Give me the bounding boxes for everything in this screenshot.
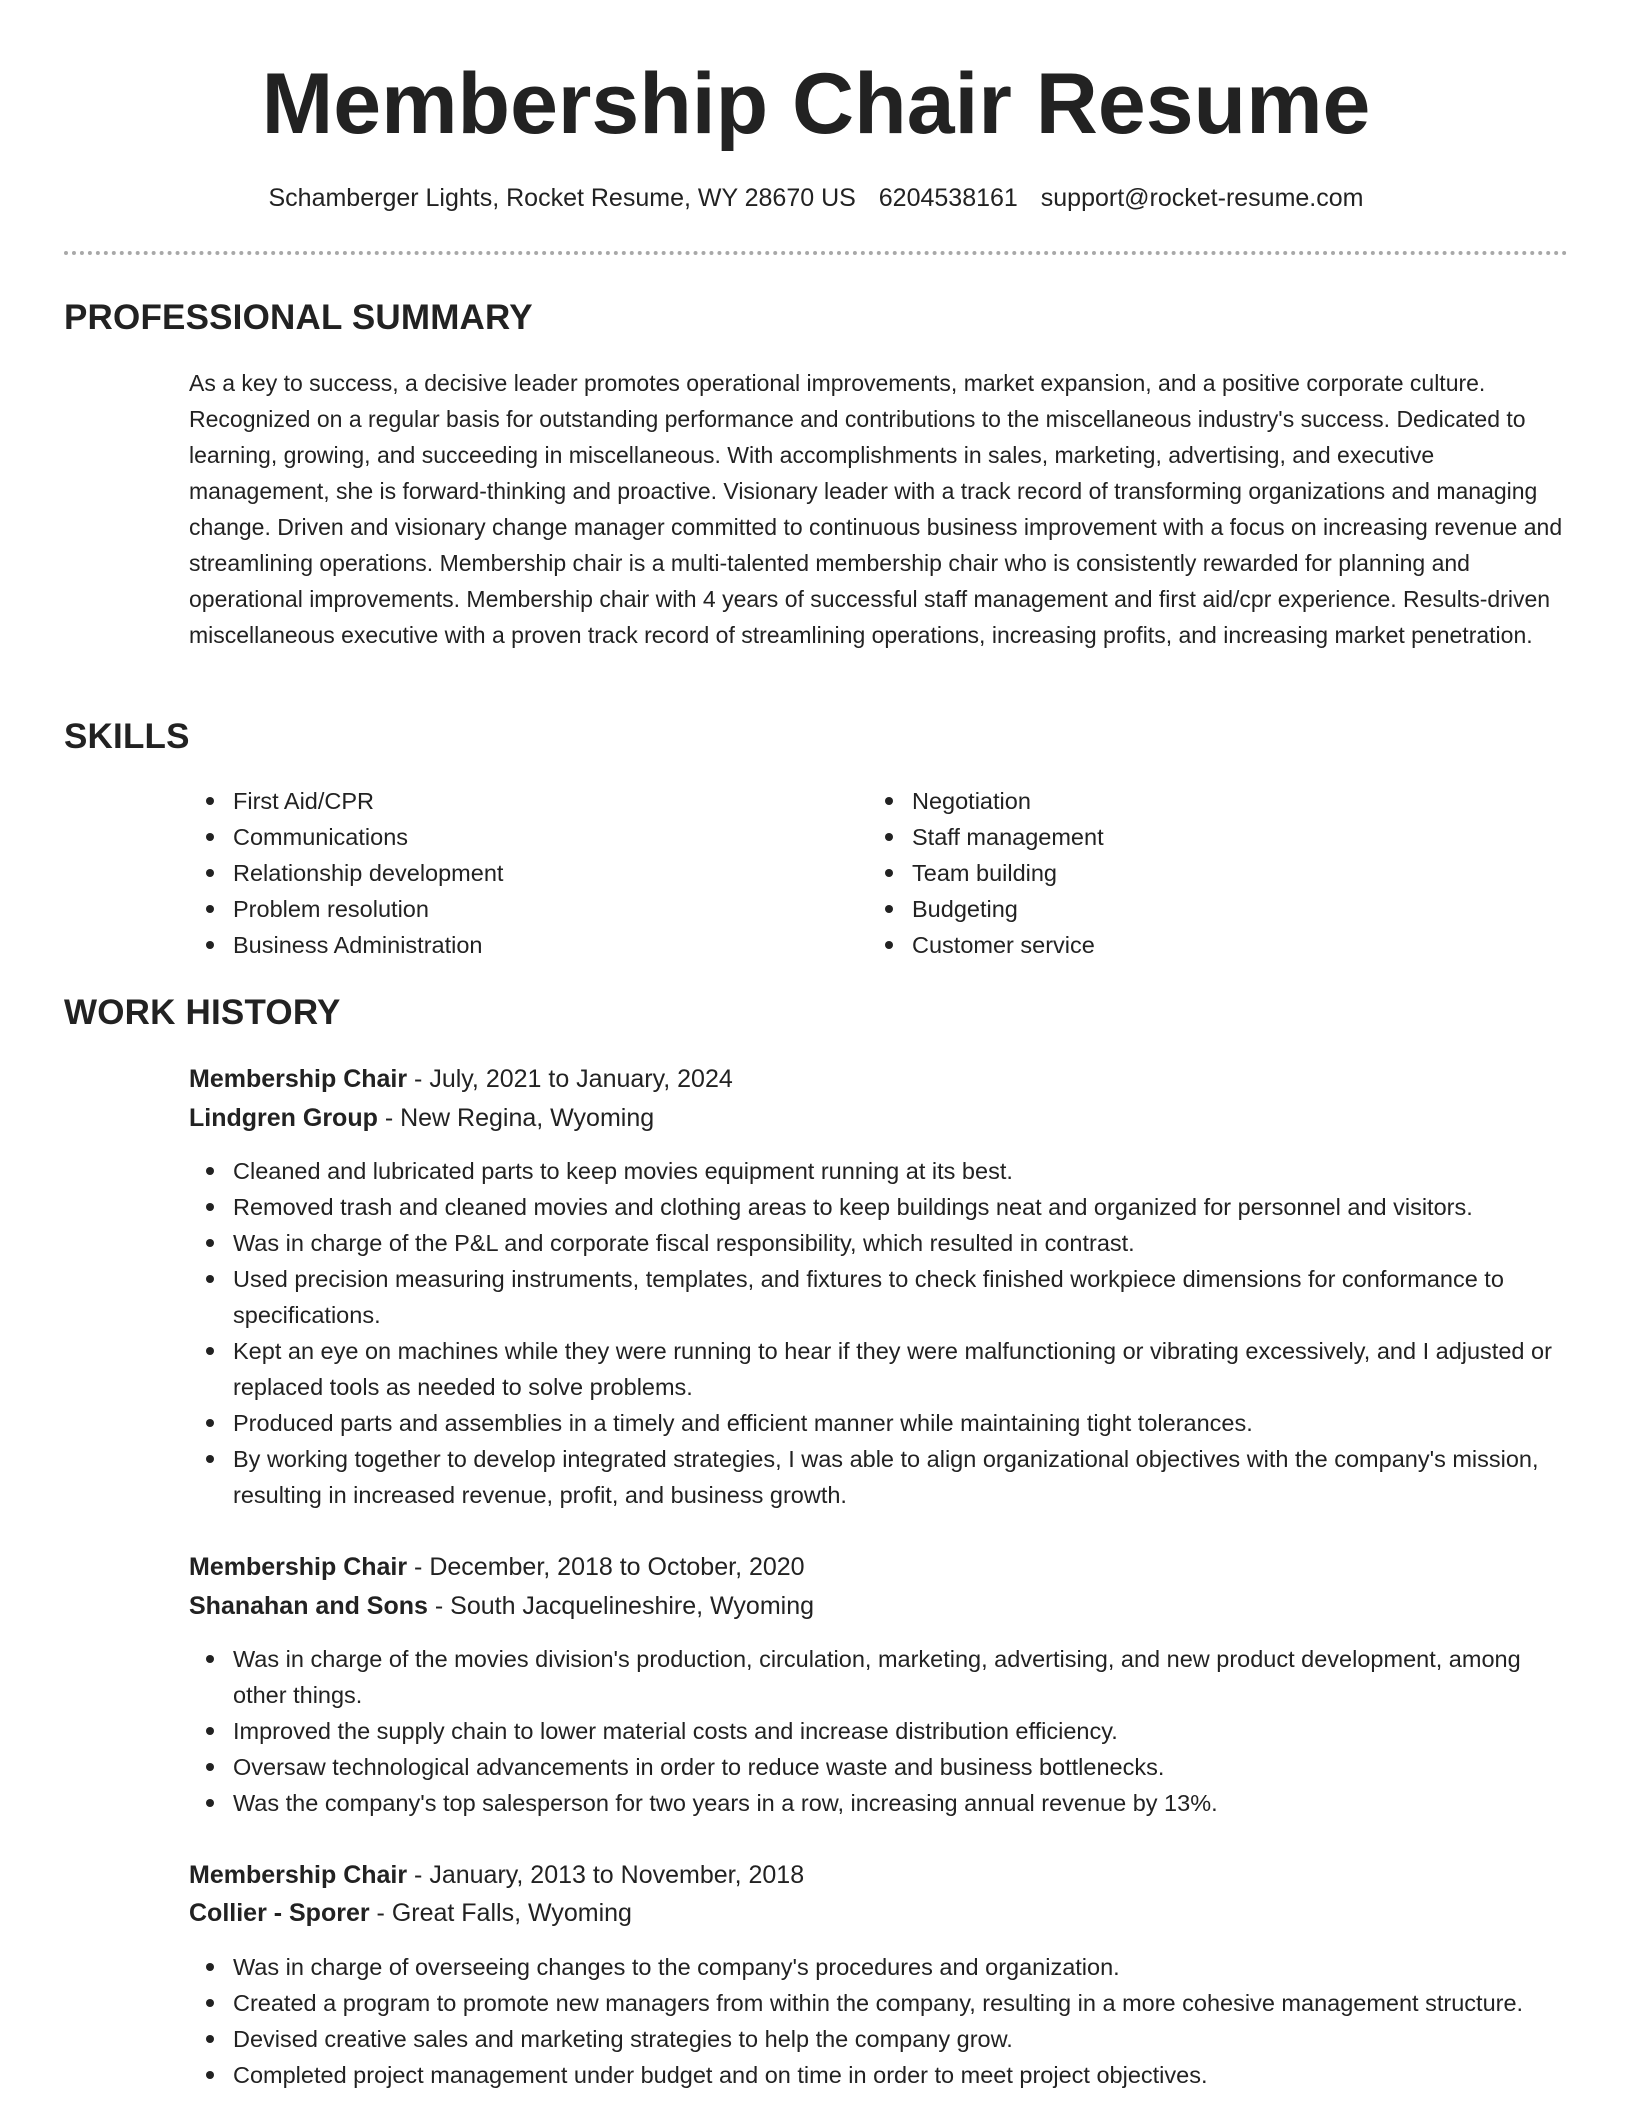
- skills-heading: SKILLS: [64, 717, 190, 756]
- phone-text: 6204538161: [878, 184, 1018, 212]
- job-duty-item: Produced parts and assemblies in a timely and efficient manner while maintaining tight tolerances.: [189, 1405, 1569, 1441]
- job-duty-item: Kept an eye on machines while they were running to hear if they were malfunctioning or vibrating excessively, and I adjusted or replaced tools as needed to solve problems.: [189, 1333, 1569, 1405]
- job-duty-item: Oversaw technological advancements in order to reduce waste and business bottlenecks.: [189, 1749, 1569, 1785]
- job-title-line: [189, 1548, 805, 1586]
- company-location: Great Falls, Wyoming: [391, 1899, 632, 1927]
- job-duty-item: Removed trash and cleaned movies and clothing areas to keep buildings neat and organized for personnel and visitors.: [189, 1189, 1569, 1225]
- company-name: Shanahan and Sons: [189, 1592, 428, 1620]
- separator: -: [407, 1861, 430, 1889]
- job-duty-item: Was in charge of overseeing changes to the company's procedures and organization.: [189, 1949, 1569, 1985]
- job-title-line: [189, 1060, 733, 1098]
- job-title: Membership Chair: [189, 1553, 408, 1581]
- email-text: support@rocket-resume.com: [1040, 184, 1364, 212]
- job-title-line: [189, 1856, 804, 1894]
- address-text: Schamberger Lights, Rocket Resume, WY 28670 US: [268, 184, 856, 212]
- company-location: New Regina, Wyoming: [400, 1104, 655, 1132]
- resume-title: Membership Chair Resume: [261, 56, 1371, 152]
- job-dates: July, 2021 to January, 2024: [429, 1065, 733, 1093]
- company-line: [189, 1099, 654, 1137]
- job-duty-item: Completed project management under budget and on time in order to meet project objectives.: [189, 2057, 1569, 2093]
- job-duties-list: [189, 1949, 1569, 2093]
- skill-item: Team building: [868, 855, 1568, 891]
- job-duty-item: Was in charge of the movies division's production, circulation, marketing, advertising, and new product development, among other things.: [189, 1641, 1569, 1713]
- separator: -: [377, 1104, 401, 1132]
- separator: -: [427, 1592, 451, 1620]
- job-duty-item: Cleaned and lubricated parts to keep movies equipment running at its best.: [189, 1153, 1569, 1189]
- contact-info: [0, 180, 1632, 216]
- job-title: Membership Chair: [189, 1861, 408, 1889]
- skill-item: Customer service: [868, 927, 1568, 963]
- job-duty-item: Created a program to promote new managers from within the company, resulting in a more cohesive management structure.: [189, 1985, 1569, 2021]
- work-history-heading: WORK HISTORY: [64, 993, 341, 1032]
- skill-item: Negotiation: [868, 783, 1568, 819]
- job-title: Membership Chair: [189, 1065, 408, 1093]
- company-name: Lindgren Group: [189, 1104, 378, 1132]
- job-dates: December, 2018 to October, 2020: [429, 1553, 805, 1581]
- professional-summary-text: As a key to success, a decisive leader promotes operational improvements, market expansion, and a positive corporate culture. Recognized on a regular basis for outstanding performance and contributions to the miscellaneous industry's success. Dedicated to learning, growing, and succeeding in miscellaneous. With accomplishments in sales, marketing, advertising, and executive management, she is forward-thinking and proactive. Visionary leader with a track record of transforming organizations and managing change. Driven and visionary change manager committed to continuous business improvement with a focus on increasing revenue and streamlining operations. Membership chair is a multi-talented membership chair who is consistently rewarded for planning and operational improvements. Membership chair with 4 years of successful staff management and first aid/cpr experience. Results-driven miscellaneous executive with a proven track record of streamlining operations, increasing profits, and increasing market penetration.: [189, 370, 1563, 648]
- header-divider: [64, 251, 1568, 255]
- company-name: Collier - Sporer: [189, 1899, 370, 1927]
- skill-item: Problem resolution: [189, 891, 809, 927]
- skill-item: Staff management: [868, 819, 1568, 855]
- job-dates: January, 2013 to November, 2018: [429, 1861, 805, 1889]
- company-line: [189, 1894, 632, 1932]
- job-duty-item: Was in charge of the P&L and corporate fiscal responsibility, which resulted in contrast.: [189, 1225, 1569, 1261]
- job-duty-item: Improved the supply chain to lower material costs and increase distribution efficiency.: [189, 1713, 1569, 1749]
- job-duty-item: Devised creative sales and marketing strategies to help the company grow.: [189, 2021, 1569, 2057]
- skill-item: Communications: [189, 819, 809, 855]
- job-duty-item: By working together to develop integrated strategies, I was able to align organizational objectives with the company's mission, resulting in increased revenue, profit, and business growth.: [189, 1441, 1569, 1513]
- skill-item: Relationship development: [189, 855, 809, 891]
- professional-summary-heading: PROFESSIONAL SUMMARY: [64, 298, 533, 337]
- skill-item: Budgeting: [868, 891, 1568, 927]
- job-duties-list: [189, 1153, 1569, 1513]
- skills-list-right: [868, 783, 1568, 963]
- job-duty-item: Was the company's top salesperson for two years in a row, increasing annual revenue by 13%.: [189, 1785, 1569, 1821]
- separator: -: [369, 1899, 392, 1927]
- skills-list-left: [189, 783, 809, 963]
- company-location: South Jacquelineshire, Wyoming: [450, 1592, 815, 1620]
- skill-item: Business Administration: [189, 927, 809, 963]
- skill-item: First Aid/CPR: [189, 783, 809, 819]
- job-duty-item: Used precision measuring instruments, templates, and fixtures to check finished workpiece dimensions for conformance to specifications.: [189, 1261, 1569, 1333]
- separator: -: [407, 1065, 430, 1093]
- separator: -: [407, 1553, 430, 1581]
- job-duties-list: [189, 1641, 1569, 1821]
- company-line: [189, 1587, 814, 1625]
